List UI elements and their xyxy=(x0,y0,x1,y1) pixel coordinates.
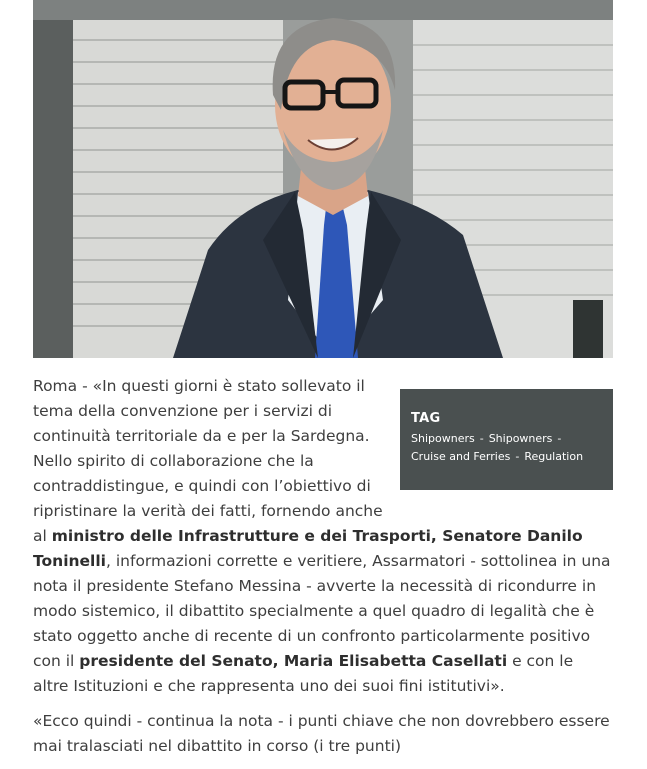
tag-separator: - xyxy=(557,432,562,445)
article-photo xyxy=(33,0,613,358)
tag-title: TAG xyxy=(411,411,441,426)
tag-link-shipowners[interactable]: Shipowners xyxy=(411,432,475,445)
paragraph-highlight: presidente del Senato, Maria Elisabetta Casellati xyxy=(79,652,508,670)
article-body xyxy=(33,374,613,769)
paragraph-highlight: ministro delle Infrastrutture e dei Trasporti, Senatore Danilo Toninelli xyxy=(33,527,583,570)
paragraph-text: e con le altre Istituzioni e che rappresenta uno dei suoi fini istitutivi». xyxy=(33,652,574,695)
article-paragraph-2: «Ecco quindi - continua la nota - i punti chiave che non dovrebbero essere mai tralasciati nel dibattito in corso (i tre punti) xyxy=(33,712,610,755)
tag-link-regulation[interactable]: Regulation xyxy=(524,450,584,463)
tag-box-spacer xyxy=(389,374,613,524)
tag-link-cruise-and-ferries[interactable]: Cruise and Ferries xyxy=(411,450,511,463)
tag-link-shipowners-2[interactable]: Shipowners xyxy=(488,432,553,445)
paragraph-text: Roma - «In questi giorni è stato sollevato il tema della convenzione per i servizi di continuità territoriale da e per la Sardegna. Nello spirito di collaborazione che la contraddistingue, e quindi con l’obiettivo di ripristinare la verità dei fatti, fornendo anche al xyxy=(33,377,383,545)
tag-separator: - xyxy=(479,432,484,445)
tag-separator: - xyxy=(515,450,520,463)
paragraph-text: , informazioni corrette e veritiere, Assarmatori - sottolinea in una nota il presidente Stefano Messina - avverte la necessità di ricondurre in modo sistemico, il dibattito specialmente a quel quadro di legalità che è stato oggetto anche di recente di un confronto particolarmente positivo con il xyxy=(33,552,611,670)
